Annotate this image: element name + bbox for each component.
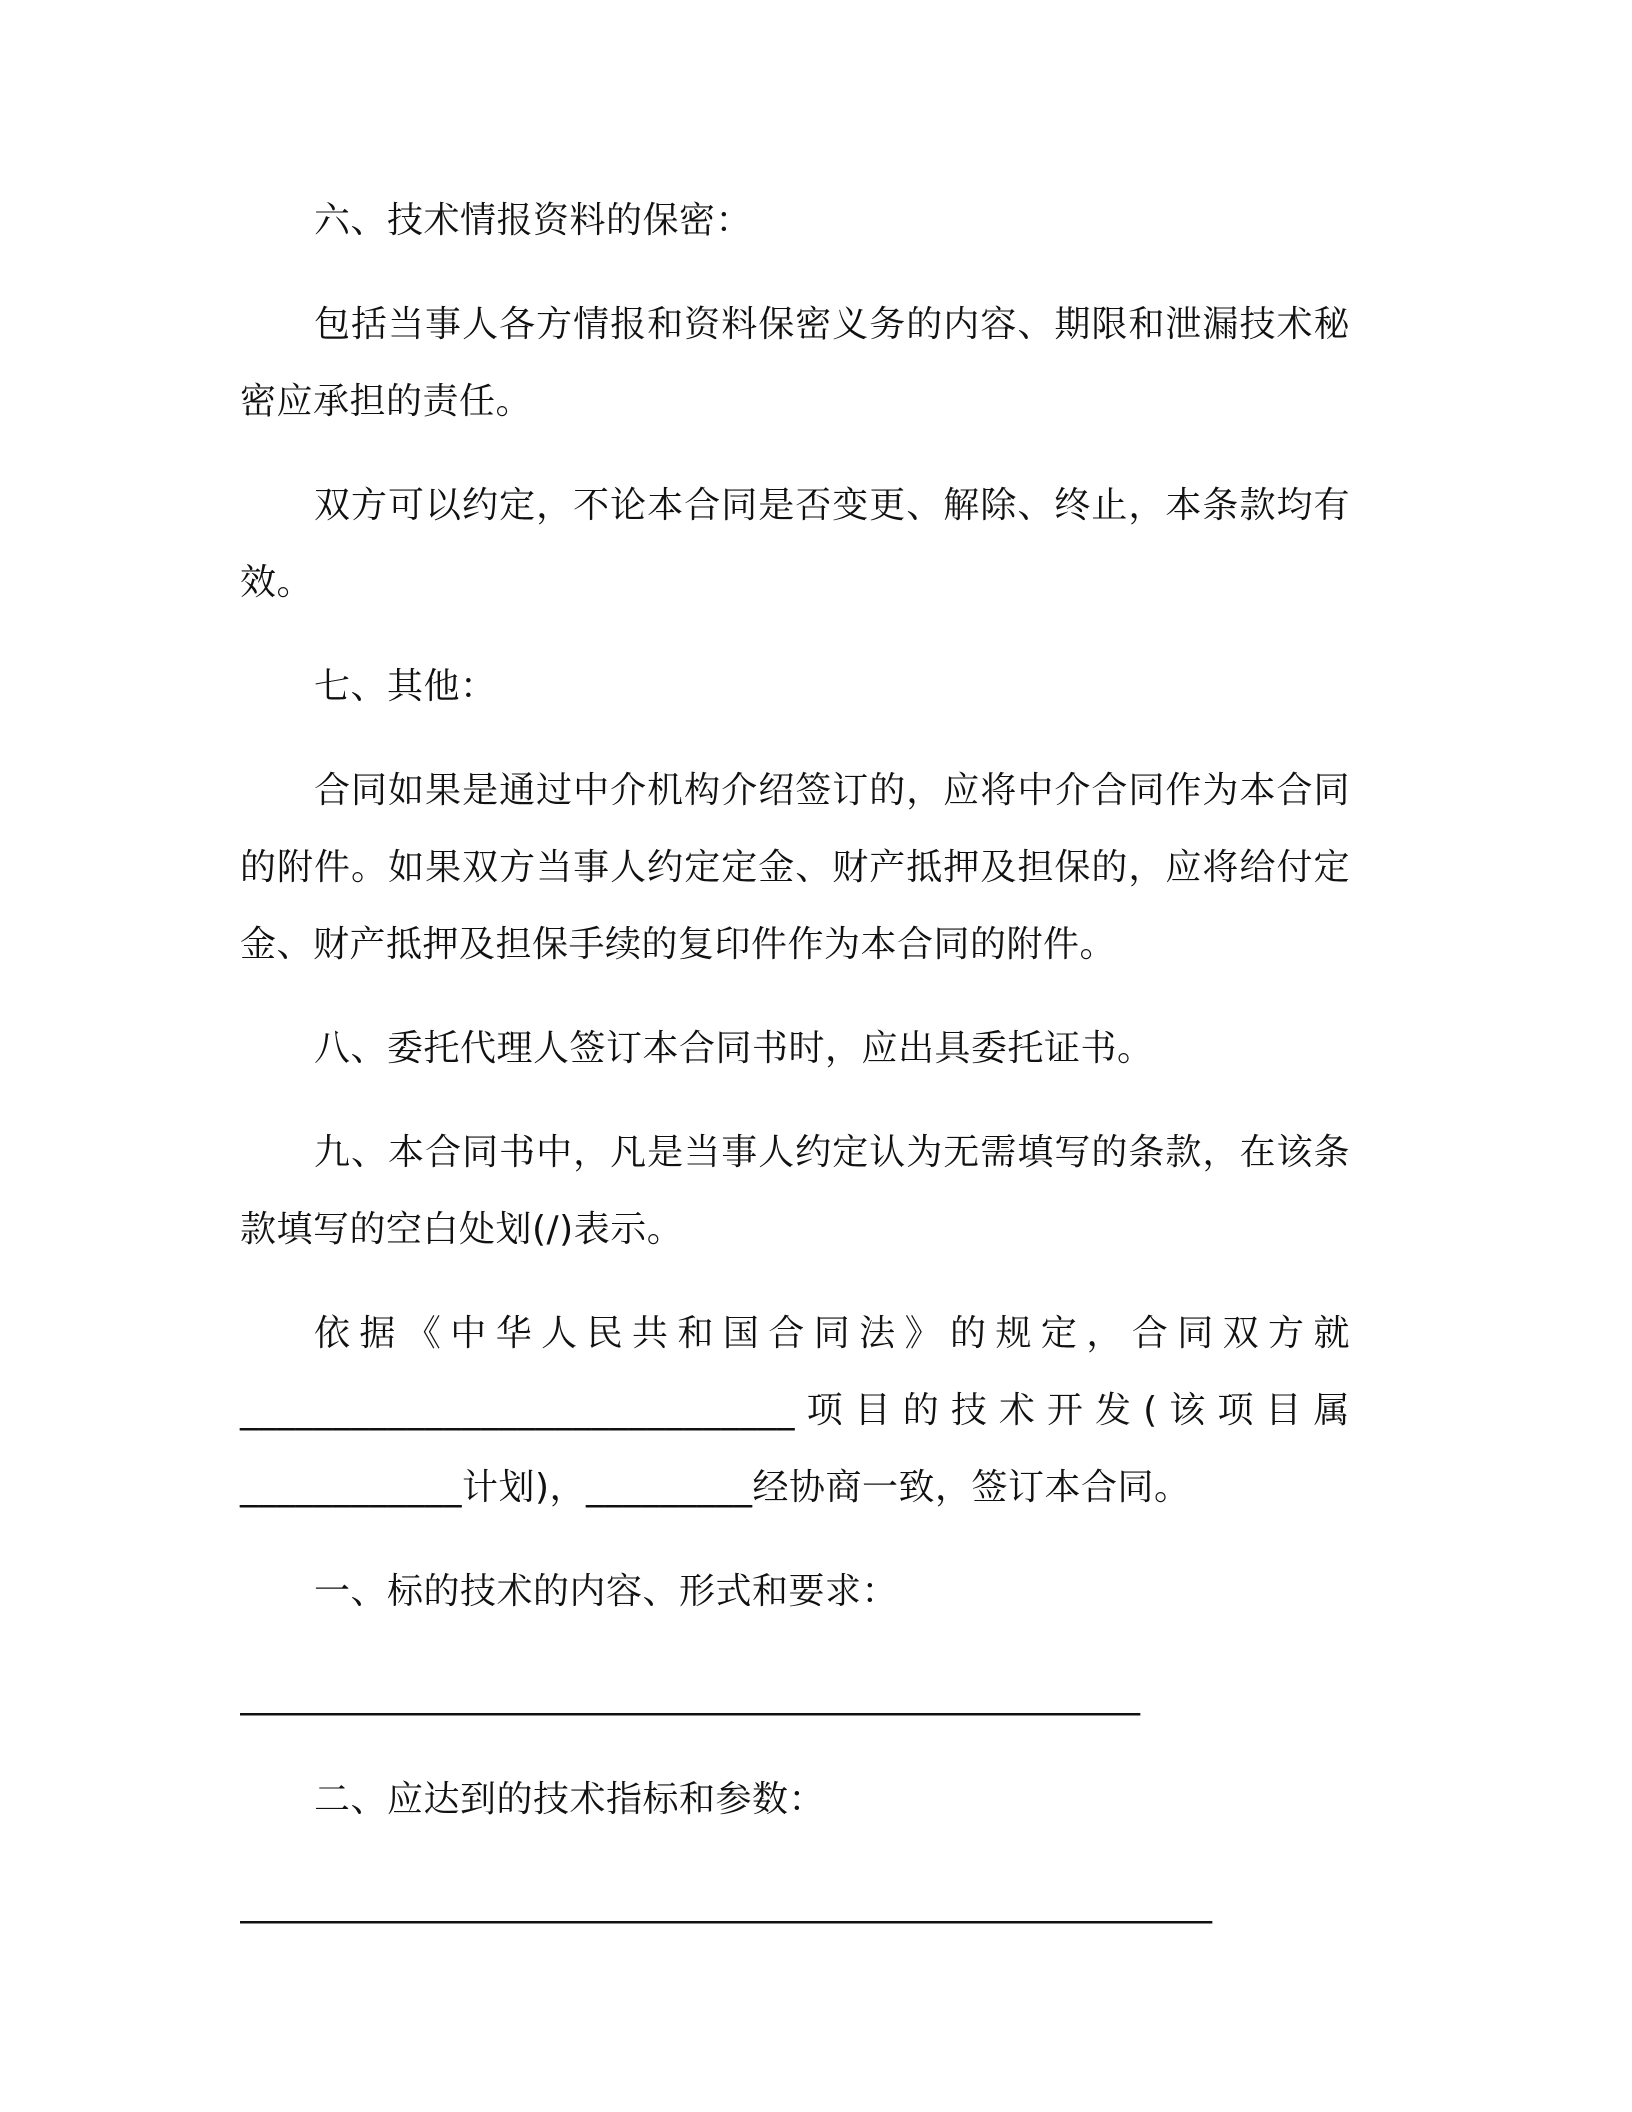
clause-1-fill-blank: __________________________________________________ [240,1675,1140,1716]
section-7-body: 合同如果是通过中介机构介绍签订的，应将中介合同作为本合同的附件。如果双方当事人约定定金、财产抵押及担保的，应将给付定金、财产抵押及担保手续的复印件作为本合同的附件。 [240,770,1350,965]
clause-1-heading: 一、标的技术的内容、形式和要求： [314,1571,899,1612]
document-body [240,182,1350,1942]
section-6-note: 双方可以约定，不论本合同是否变更、解除、终止，本条款均有效。 [240,485,1350,603]
clause-2-heading: 二、应达到的技术指标和参数： [314,1779,826,1820]
contract-preamble: 依据《中华人民共和国合同法》的规定，合同双方就______________________________项目的技术开发(该项目属____________计划)，_________经协商一致，签订本合同。 [240,1313,1350,1508]
section-9: 九、本合同书中，凡是当事人约定认为无需填写的条款，在该条款填写的空白处划(/)表示。 [240,1132,1350,1250]
clause-2-fill-blank: ______________________________________________________ [240,1883,1212,1924]
section-6-body: 包括当事人各方情报和资料保密义务的内容、期限和泄漏技术秘密应承担的责任。 [240,304,1350,422]
section-8: 八、委托代理人签订本合同书时，应出具委托证书。 [314,1028,1154,1069]
section-7-heading: 七、其他： [314,666,497,707]
section-6-heading: 六、技术情报资料的保密： [314,200,753,241]
